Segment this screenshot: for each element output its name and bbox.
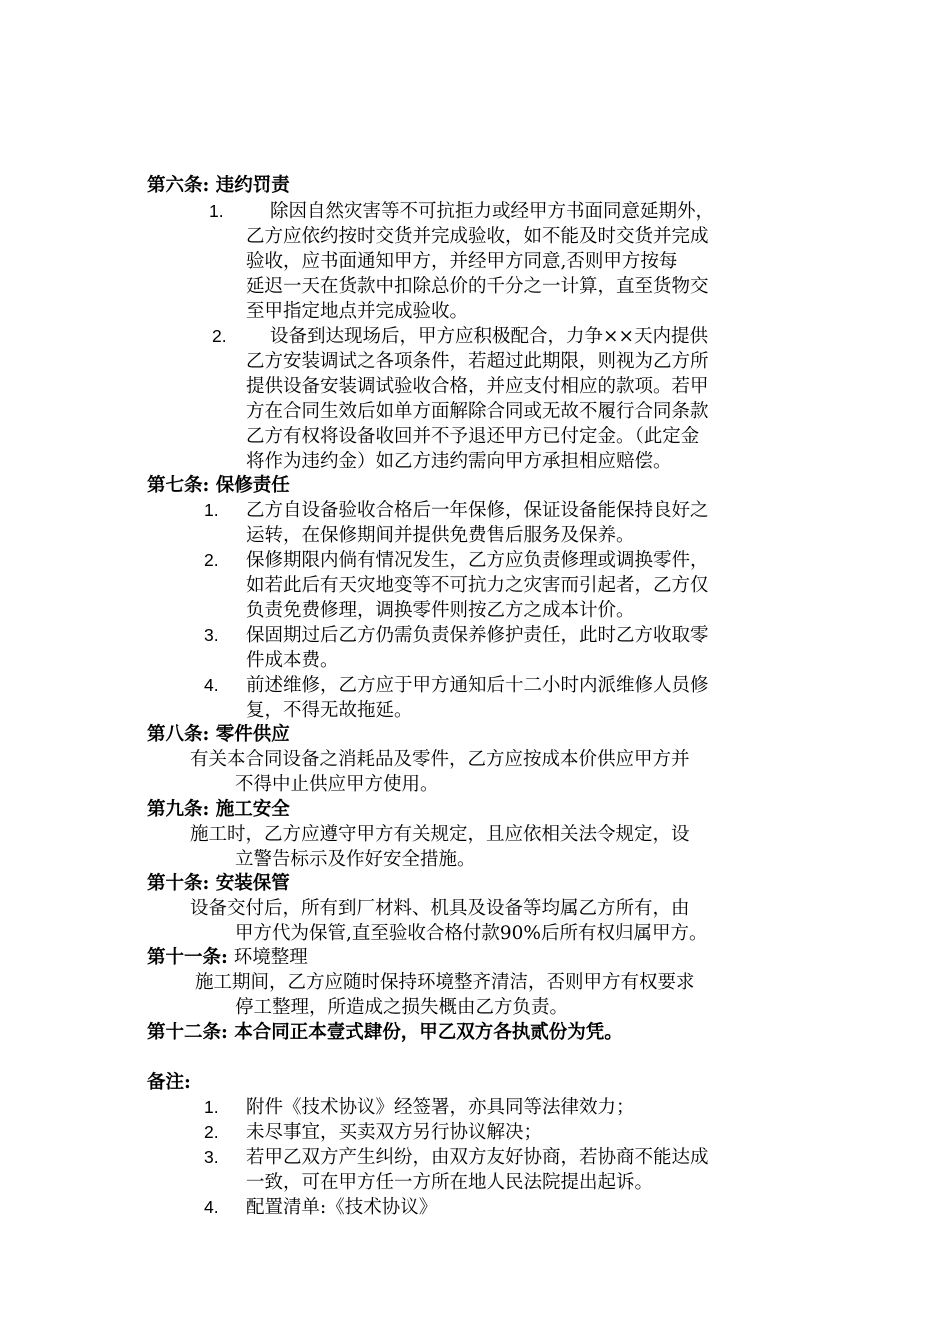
article-7-item-1-line-1: 乙方自设备验收合格后一年保修，保证设备能保持良好之 [246,500,709,521]
article-7-item-4-number: 4. [204,675,219,695]
article-6-item-2-line-1: 设备到达现场后，甲方应积极配合，力争××天内提供 [270,326,709,347]
article-7-item-4-line-2: 复，不得无故拖延。 [246,700,413,721]
article-6-item-1-line-5: 至甲指定地点并完成验收。 [246,301,469,322]
article-7-item-3-number: 3. [204,625,219,645]
article-6-item-1-line-2: 乙方应依约按时交货并完成验收，如不能及时交货并完成 [246,226,709,247]
article-10-line-1: 设备交付后，所有到厂材料、机具及设备等均属乙方所有，由 [190,898,690,919]
article-7-item-2-number: 2. [204,550,219,570]
article-11-heading [147,945,308,970]
article-9-title: 施工安全 [215,799,290,820]
article-6-item-1-line-4: 延迟一天在货款中扣除总价的千分之一计算，直至货物交 [246,276,709,297]
article-12-title: 本合同正本壹式肆份，甲乙双方各执贰份为凭。 [234,1022,623,1043]
article-8-label: 第八条: [147,724,210,745]
article-6-item-1-line-1: 除因自然灾害等不可抗拒力或经甲方书面同意延期外， [270,201,715,222]
article-8-line-2: 不得中止供应甲方使用。 [235,774,439,795]
notes-item-1-line-1: 附件《技术协议》经签署，亦具同等法律效力； [246,1097,635,1118]
article-8-line-1: 有关本合同设备之消耗品及零件，乙方应按成本价供应甲方并 [190,749,690,770]
article-7-heading [147,473,290,498]
article-12-label: 第十二条: [147,1022,228,1043]
article-6-item-2-line-6: 将作为违约金）如乙方违约需向甲方承担相应赔偿。 [246,451,672,472]
article-6-title: 违约罚责 [215,175,290,196]
article-7-label: 第七条: [147,475,210,496]
notes-item-3-line-2: 一致，可在甲方任一方所在地人民法院提出起诉。 [246,1172,654,1193]
article-6-item-2-line-5: 乙方有权将设备收回并不予退还甲方已付定金。（此定金 [246,426,700,447]
article-11-line-2: 停工整理，所造成之损失概由乙方负责。 [235,997,569,1018]
article-12-heading [147,1020,623,1045]
notes-item-3-number: 3. [204,1147,219,1167]
article-9-line-1: 施工时，乙方应遵守甲方有关规定，且应依相关法令规定，设 [190,824,690,845]
article-7-item-2-line-1: 保修期限内倘有情况发生，乙方应负责修理或调换零件， [246,550,709,571]
article-6-label: 第六条: [147,175,210,196]
article-7-item-3-line-1: 保固期过后乙方仍需负责保养修护责任，此时乙方收取零 [246,625,709,646]
notes-item-2-line-1: 未尽事宜，买卖双方另行协议解决； [246,1122,543,1143]
notes-item-3-line-1: 若甲乙双方产生纠纷，由双方友好协商，若协商不能达成 [246,1147,709,1168]
notes-item-4-number: 4. [204,1197,219,1217]
article-7-item-3-line-2: 件成本费。 [246,650,339,671]
article-9-heading [147,797,290,822]
article-7-item-2-line-2: 如若此后有天灾地变等不可抗力之灾害而引起者，乙方仅 [246,575,709,596]
article-11-label: 第十一条: [147,947,228,968]
article-7-item-4-line-1: 前述维修，乙方应于甲方通知后十二小时内派维修人员修 [246,675,709,696]
article-6-item-2-line-3: 提供设备安装调试验收合格，并应支付相应的款项。若甲 [246,376,709,397]
article-6-item-1-number: 1. [209,201,224,221]
article-9-label: 第九条: [147,799,210,820]
article-9-line-2: 立警告标示及作好安全措施。 [235,849,476,870]
article-7-item-2-line-3: 负责免费修理，调换零件则按乙方之成本计价。 [246,600,635,621]
article-6-item-1-line-3: 验收，应书面通知甲方，并经甲方同意,否则甲方按每 [246,251,678,272]
article-7-item-1-line-2: 运转，在保修期间并提供免费售后服务及保养。 [246,525,635,546]
article-8-title: 零件供应 [215,724,290,745]
article-11-line-1: 施工期间，乙方应随时保持环境整齐清洁，否则甲方有权要求 [195,972,695,993]
article-7-title: 保修责任 [215,475,290,496]
article-10-title: 安装保管 [215,873,290,894]
article-6-heading [147,173,290,198]
notes-item-4-line-1: 配置清单:《技术协议》 [246,1197,438,1218]
notes-item-1-number: 1. [204,1097,219,1117]
article-10-line-2: 甲方代为保管,直至验收合格付款90%后所有权归属甲方。 [235,923,708,944]
article-6-item-2-line-2: 乙方安装调试之各项条件，若超过此期限，则视为乙方所 [246,351,709,372]
article-7-item-1-number: 1. [204,500,219,520]
article-6-item-2-number: 2. [212,326,227,346]
article-8-heading [147,722,290,747]
article-10-label: 第十条: [147,873,210,894]
notes-item-2-number: 2. [204,1122,219,1142]
article-6-item-2-line-4: 方在合同生效后如单方面解除合同或无故不履行合同条款 [246,401,709,422]
article-11-title: 环境整理 [233,947,308,968]
article-10-heading [147,871,290,896]
notes-heading: 备注: [147,1072,191,1093]
